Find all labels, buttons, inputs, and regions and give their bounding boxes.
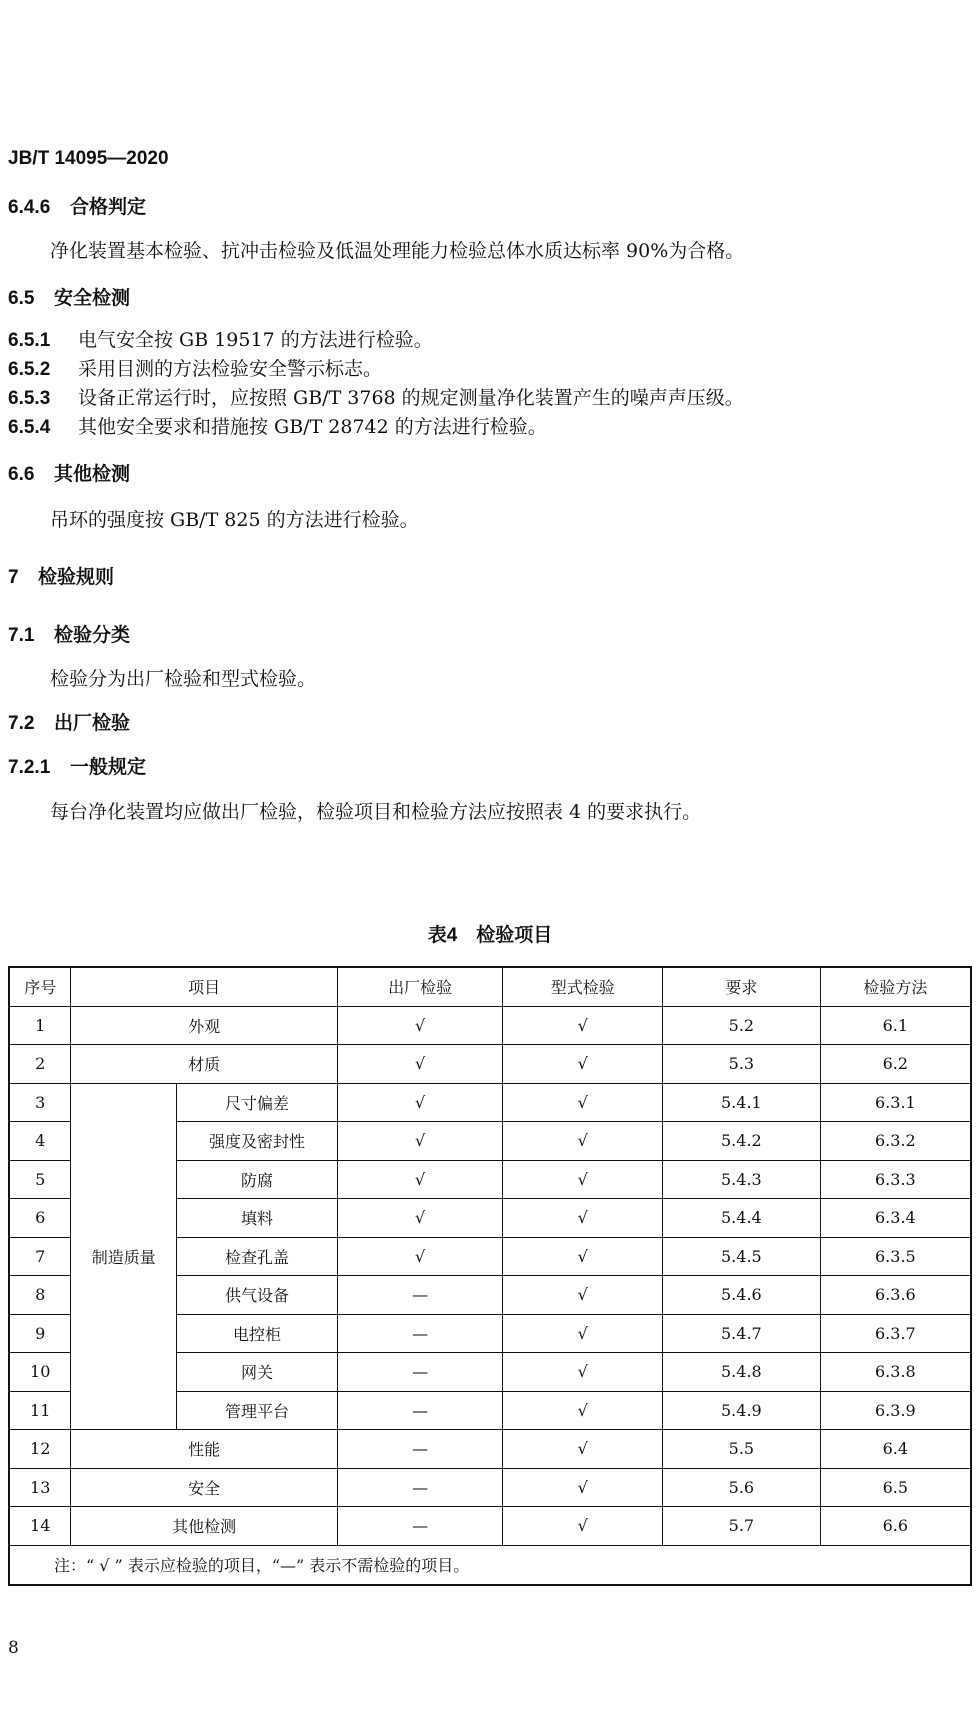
heading-7-1 (8, 620, 130, 647)
clause-text: 设备正常运行时，应按照 GB/T 3768 的规定测量净化装置产生的噪声声压级。 (78, 387, 744, 409)
cell-factory-inspection: — (337, 1276, 503, 1315)
cell-factory-inspection: √ (337, 1160, 503, 1199)
heading-6-6 (8, 459, 130, 486)
cell-no: 8 (9, 1276, 71, 1315)
cell-type-inspection: √ (503, 1391, 663, 1430)
clause-number: 6.5.3 (8, 388, 51, 409)
cell-method: 6.3.7 (820, 1314, 971, 1353)
cell-factory-inspection: — (337, 1507, 503, 1546)
cell-method: 6.3.6 (820, 1276, 971, 1315)
standard-number: JB/T 14095—2020 (8, 148, 169, 169)
cell-requirement: 5.4.3 (663, 1160, 821, 1199)
cell-type-inspection: √ (503, 1006, 663, 1045)
cell-requirement: 5.5 (663, 1430, 821, 1469)
paragraph-6-6: 吊环的强度按 GB/T 825 的方法进行检验。 (50, 509, 419, 531)
clause-6-5-3 (8, 383, 744, 410)
heading-title: 其他检测 (54, 464, 131, 485)
cell-item: 外观 (71, 1006, 337, 1045)
cell-type-inspection: √ (503, 1083, 663, 1122)
paragraph-7-2-1: 每台净化装置均应做出厂检验，检验项目和检验方法应按照表 4 的要求执行。 (50, 801, 702, 823)
cell-requirement: 5.4.4 (663, 1199, 821, 1238)
cell-item: 网关 (177, 1353, 338, 1392)
cell-method: 6.3.3 (820, 1160, 971, 1199)
heading-7 (8, 562, 114, 589)
cell-group-label: 制造质量 (71, 1083, 177, 1430)
heading-number: 7.1 (8, 625, 35, 646)
clause-6-5-4 (8, 412, 547, 439)
heading-6-5 (8, 283, 130, 310)
cell-factory-inspection: √ (337, 1199, 503, 1238)
table-header-row (9, 967, 971, 1006)
column-header-requirement: 要求 (663, 967, 821, 1006)
cell-requirement: 5.3 (663, 1045, 821, 1084)
cell-no: 9 (9, 1314, 71, 1353)
table-note-row (9, 1545, 971, 1585)
cell-factory-inspection: — (337, 1353, 503, 1392)
heading-number: 7.2 (8, 713, 35, 734)
table-row (9, 1006, 971, 1045)
cell-requirement: 5.7 (663, 1507, 821, 1546)
cell-type-inspection: √ (503, 1507, 663, 1546)
cell-requirement: 5.6 (663, 1468, 821, 1507)
heading-number: 7.2.1 (8, 757, 51, 778)
cell-item: 电控柜 (177, 1314, 338, 1353)
clause-text: 电气安全按 GB 19517 的方法进行检验。 (78, 329, 433, 351)
heading-title: 合格判定 (70, 197, 147, 218)
inspection-items-table (8, 966, 972, 1586)
cell-item: 其他检测 (71, 1507, 337, 1546)
cell-factory-inspection: — (337, 1468, 503, 1507)
cell-no: 4 (9, 1122, 71, 1161)
cell-method: 6.3.2 (820, 1122, 971, 1161)
cell-item: 供气设备 (177, 1276, 338, 1315)
table-row (9, 1083, 971, 1122)
clause-text: 采用目测的方法检验安全警示标志。 (78, 358, 383, 380)
column-header-method: 检验方法 (820, 967, 971, 1006)
column-header-item: 项目 (71, 967, 337, 1006)
cell-requirement: 5.4.2 (663, 1122, 821, 1161)
cell-no: 3 (9, 1083, 71, 1122)
clause-6-5-2 (8, 354, 382, 381)
cell-no: 6 (9, 1199, 71, 1238)
cell-requirement: 5.4.1 (663, 1083, 821, 1122)
cell-type-inspection: √ (503, 1430, 663, 1469)
cell-type-inspection: √ (503, 1468, 663, 1507)
heading-title: 出厂检验 (54, 713, 131, 734)
cell-method: 6.5 (820, 1468, 971, 1507)
column-header-no: 序号 (9, 967, 71, 1006)
cell-type-inspection: √ (503, 1199, 663, 1238)
clause-6-5-1 (8, 325, 433, 352)
heading-title: 检验分类 (54, 625, 131, 646)
cell-method: 6.4 (820, 1430, 971, 1469)
cell-method: 6.3.9 (820, 1391, 971, 1430)
table-row (9, 1430, 971, 1469)
cell-no: 10 (9, 1353, 71, 1392)
cell-type-inspection: √ (503, 1314, 663, 1353)
cell-item: 尺寸偏差 (177, 1083, 338, 1122)
heading-number: 6.4.6 (8, 197, 51, 218)
cell-method: 6.3.1 (820, 1083, 971, 1122)
cell-type-inspection: √ (503, 1045, 663, 1084)
cell-item: 安全 (71, 1468, 337, 1507)
cell-item: 管理平台 (177, 1391, 338, 1430)
cell-requirement: 5.4.8 (663, 1353, 821, 1392)
cell-item: 防腐 (177, 1160, 338, 1199)
cell-no: 11 (9, 1391, 71, 1430)
column-header-factory: 出厂检验 (337, 967, 503, 1006)
heading-7-2 (8, 708, 130, 735)
cell-factory-inspection: √ (337, 1122, 503, 1161)
column-header-type: 型式检验 (503, 967, 663, 1006)
table-note: 注：“ √ ” 表示应检验的项目，“—” 表示不需检验的项目。 (9, 1545, 971, 1585)
heading-title: 一般规定 (70, 757, 147, 778)
heading-7-2-1 (8, 752, 146, 779)
clause-text: 其他安全要求和措施按 GB/T 28742 的方法进行检验。 (78, 416, 547, 438)
cell-method: 6.6 (820, 1507, 971, 1546)
cell-factory-inspection: — (337, 1430, 503, 1469)
cell-factory-inspection: √ (337, 1237, 503, 1276)
cell-type-inspection: √ (503, 1160, 663, 1199)
paragraph-6-4-6: 净化装置基本检验、抗冲击检验及低温处理能力检验总体水质达标率 90%为合格。 (50, 240, 745, 262)
cell-no: 5 (9, 1160, 71, 1199)
heading-number: 6.6 (8, 464, 35, 485)
cell-no: 2 (9, 1045, 71, 1084)
cell-no: 7 (9, 1237, 71, 1276)
cell-item: 强度及密封性 (177, 1122, 338, 1161)
cell-requirement: 5.4.7 (663, 1314, 821, 1353)
cell-method: 6.3.5 (820, 1237, 971, 1276)
table-row (9, 1045, 971, 1084)
cell-method: 6.3.8 (820, 1353, 971, 1392)
cell-factory-inspection: √ (337, 1006, 503, 1045)
cell-type-inspection: √ (503, 1276, 663, 1315)
cell-no: 12 (9, 1430, 71, 1469)
cell-no: 1 (9, 1006, 71, 1045)
cell-no: 14 (9, 1507, 71, 1546)
cell-requirement: 5.2 (663, 1006, 821, 1045)
page-number: 8 (8, 1638, 19, 1658)
paragraph-7-1: 检验分为出厂检验和型式检验。 (50, 668, 317, 690)
cell-method: 6.3.4 (820, 1199, 971, 1238)
cell-no: 13 (9, 1468, 71, 1507)
heading-number: 7 (8, 567, 19, 588)
clause-number: 6.5.2 (8, 359, 51, 380)
table-caption: 表4 检验项目 (427, 925, 553, 946)
heading-6-4-6 (8, 192, 146, 219)
cell-requirement: 5.4.9 (663, 1391, 821, 1430)
cell-requirement: 5.4.6 (663, 1276, 821, 1315)
cell-item: 填料 (177, 1199, 338, 1238)
cell-requirement: 5.4.5 (663, 1237, 821, 1276)
heading-title: 检验规则 (38, 567, 115, 588)
cell-factory-inspection: √ (337, 1083, 503, 1122)
cell-factory-inspection: — (337, 1391, 503, 1430)
cell-factory-inspection: — (337, 1314, 503, 1353)
cell-item: 材质 (71, 1045, 337, 1084)
cell-type-inspection: √ (503, 1353, 663, 1392)
table-row (9, 1468, 971, 1507)
clause-number: 6.5.1 (8, 330, 51, 351)
cell-item: 性能 (71, 1430, 337, 1469)
clause-number: 6.5.4 (8, 417, 51, 438)
cell-method: 6.1 (820, 1006, 971, 1045)
heading-title: 安全检测 (54, 288, 131, 309)
table-row (9, 1507, 971, 1546)
cell-type-inspection: √ (503, 1237, 663, 1276)
cell-factory-inspection: √ (337, 1045, 503, 1084)
cell-method: 6.2 (820, 1045, 971, 1084)
cell-type-inspection: √ (503, 1122, 663, 1161)
heading-number: 6.5 (8, 288, 35, 309)
cell-item: 检查孔盖 (177, 1237, 338, 1276)
